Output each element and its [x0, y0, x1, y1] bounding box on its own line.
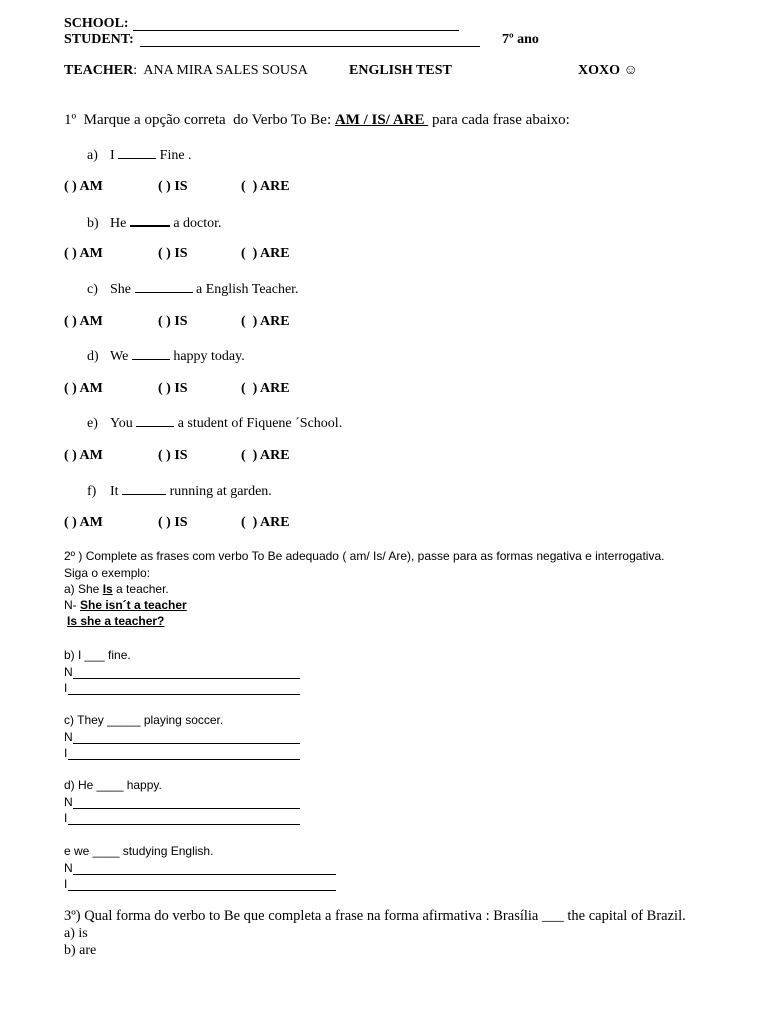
q1-item-blank[interactable] — [130, 213, 170, 227]
q3-option-b[interactable]: b) are — [64, 943, 97, 958]
test-name: ENGLISH TEST — [349, 63, 452, 78]
q2-item-prompt: d) He ____ happy. — [64, 778, 162, 792]
q1-item-text-after: a English Teacher. — [192, 282, 299, 297]
q1-item-blank[interactable] — [118, 146, 156, 159]
q1-item-letter: c) — [87, 282, 98, 297]
q1-item-e — [87, 414, 342, 432]
q1-item-letter: d) — [87, 349, 99, 364]
q1-item-text-after: a doctor. — [169, 216, 222, 231]
q2-item-negative-label: N — [64, 730, 73, 744]
q2-example-negative — [64, 598, 187, 612]
q1-option-is-checkbox[interactable]: ( ) IS — [158, 448, 188, 463]
grade-label: 7º ano — [502, 32, 539, 47]
q1-item-text-after: running at garden. — [166, 484, 272, 499]
q1-option-are-checkbox[interactable]: ( ) ARE — [241, 381, 290, 396]
q2-item-negative-answer-line[interactable] — [73, 743, 300, 744]
q2-item-interrogative-answer-line[interactable] — [68, 694, 300, 695]
q1-item-f — [87, 482, 272, 500]
greeting: XOXO ☺ — [578, 63, 638, 78]
q2-example-label: Siga o exemplo: — [64, 566, 151, 580]
q2-example-verb: Is — [102, 582, 113, 596]
q2-item-interrogative-answer-line[interactable] — [68, 824, 300, 825]
q1-option-is-checkbox[interactable]: ( ) IS — [158, 381, 188, 396]
q2-item-negative-label: N — [64, 665, 73, 679]
q2-item-negative-label: N — [64, 795, 73, 809]
q1-option-am-checkbox[interactable]: ( ) AM — [64, 448, 103, 463]
q2-item-interrogative-label: I — [64, 877, 68, 891]
q1-item-text-before: We — [110, 349, 132, 364]
q1-item-blank[interactable] — [132, 347, 170, 360]
q1-option-am-checkbox[interactable]: ( ) AM — [64, 515, 103, 530]
q2-item-interrogative-label: I — [64, 746, 68, 760]
q2-item-negative-label: N — [64, 861, 73, 875]
q2-item-interrogative-label: I — [64, 681, 68, 695]
student-input-line[interactable] — [140, 46, 480, 47]
q1-item-letter: b) — [87, 216, 99, 231]
q1-item-blank[interactable] — [136, 414, 174, 427]
q1-item-letter: f) — [87, 484, 97, 499]
q1-option-is-checkbox[interactable]: ( ) IS — [158, 515, 188, 530]
q2-example — [64, 582, 169, 596]
q3-question: 3º) Qual forma do verbo to Be que completa a frase na forma afirmativa : Brasília ___ the capital of Brazil. — [64, 908, 686, 924]
q2-example-end: a teacher. — [112, 582, 169, 596]
q2-item-interrogative-answer-line[interactable] — [68, 890, 336, 891]
q2-intro: 2º ) Complete as frases com verbo To Be adequado ( am/ Is/ Are), passe para as formas negativa e interrogativa. — [64, 549, 665, 563]
teacher-label: TEACHER — [64, 63, 134, 78]
q1-option-is-checkbox[interactable]: ( ) IS — [158, 179, 188, 194]
q1-verb-options: AM / IS/ ARE — [334, 112, 429, 128]
q1-item-letter: a) — [87, 148, 98, 163]
q2-example-interrogative: Is she a teacher? — [67, 614, 165, 628]
q1-option-am-checkbox[interactable]: ( ) AM — [64, 314, 103, 329]
q2-item-prompt: e we ____ studying English. — [64, 844, 214, 858]
q2-item-negative-answer-line[interactable] — [73, 678, 300, 679]
q1-item-text-after: happy today. — [169, 349, 245, 364]
q1-option-is-checkbox[interactable]: ( ) IS — [158, 246, 188, 261]
q1-option-are-checkbox[interactable]: ( ) ARE — [241, 448, 290, 463]
q1-intro-text: 1º Marque a opção correta do Verbo To Be: — [64, 112, 335, 128]
q1-option-are-checkbox[interactable]: ( ) ARE — [241, 246, 290, 261]
q1-option-are-checkbox[interactable]: ( ) ARE — [241, 179, 290, 194]
q1-intro-end: para cada frase abaixo: — [428, 112, 570, 128]
q1-option-am-checkbox[interactable]: ( ) AM — [64, 179, 103, 194]
q2-item-interrogative-answer-line[interactable] — [68, 759, 300, 760]
q2-negative-answer: She isn´t a teacher — [80, 598, 187, 612]
q1-item-a — [87, 146, 192, 164]
q1-item-blank[interactable] — [122, 482, 166, 495]
q1-item-letter: e) — [87, 416, 98, 431]
q2-item-negative-answer-line[interactable] — [73, 808, 300, 809]
q2-item-prompt: b) I ___ fine. — [64, 648, 131, 662]
school-label: SCHOOL: — [64, 16, 129, 31]
q1-item-text-after: a student of Fiquene ´School. — [174, 416, 343, 431]
q1-intro — [64, 112, 570, 129]
q1-option-am-checkbox[interactable]: ( ) AM — [64, 246, 103, 261]
q2-item-negative-answer-line[interactable] — [73, 874, 336, 875]
student-label: STUDENT: — [64, 32, 134, 47]
q3-option-a[interactable]: a) is — [64, 926, 88, 941]
q1-item-text-before: She — [110, 282, 135, 297]
q1-option-are-checkbox[interactable]: ( ) ARE — [241, 515, 290, 530]
q2-negative-prefix: N- — [64, 598, 80, 612]
q1-item-blank[interactable] — [135, 280, 193, 293]
q1-option-are-checkbox[interactable]: ( ) ARE — [241, 314, 290, 329]
q1-item-text-before: I — [110, 148, 119, 163]
q2-example-start: a) She — [64, 582, 103, 596]
q1-item-text-before: It — [110, 484, 123, 499]
q1-option-am-checkbox[interactable]: ( ) AM — [64, 381, 103, 396]
q1-item-text-before: You — [110, 416, 137, 431]
q1-item-text-before: He — [110, 216, 130, 231]
teacher-line — [64, 63, 308, 79]
q1-item-b — [87, 213, 222, 232]
q2-item-interrogative-label: I — [64, 811, 68, 825]
q1-item-text-after: Fine . — [156, 148, 192, 163]
school-input-line[interactable] — [133, 30, 459, 31]
teacher-name: : ANA MIRA SALES SOUSA — [133, 63, 308, 78]
q1-item-c — [87, 280, 299, 298]
q1-item-d — [87, 347, 245, 365]
q1-option-is-checkbox[interactable]: ( ) IS — [158, 314, 188, 329]
q2-item-prompt: c) They _____ playing soccer. — [64, 713, 224, 727]
